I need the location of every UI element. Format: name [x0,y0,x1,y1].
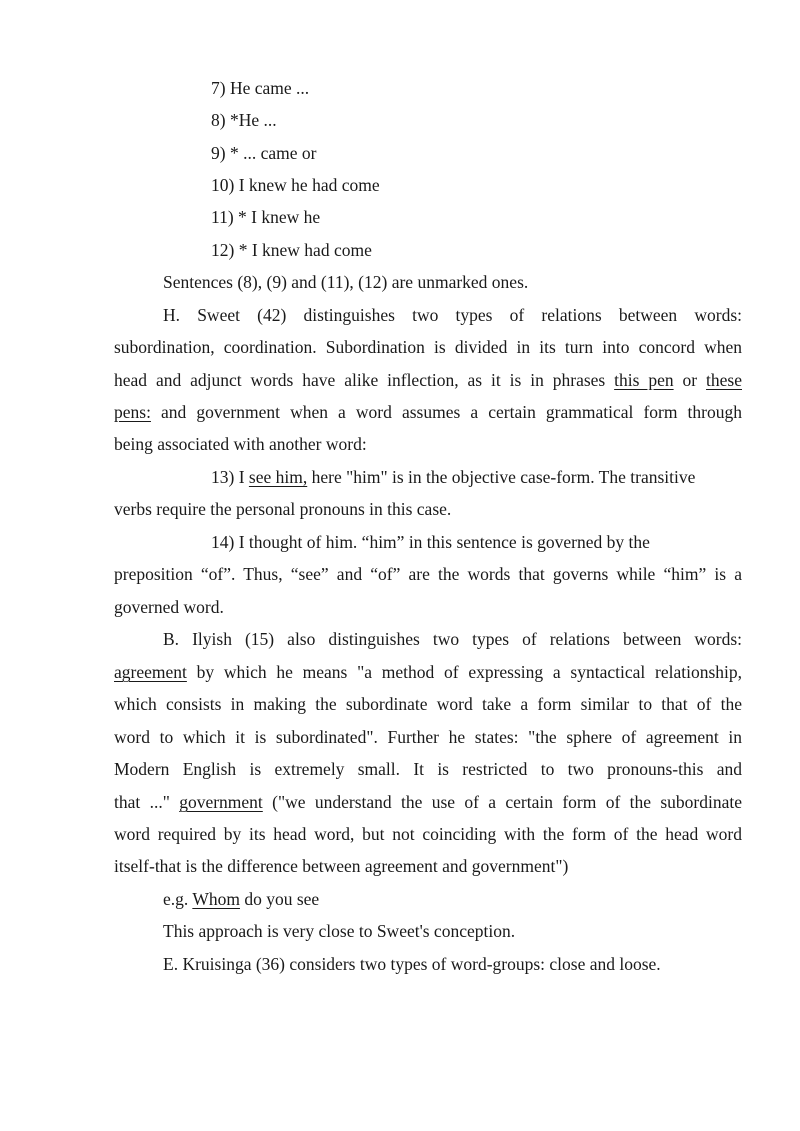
unmarked-sentence: Sentences (8), (9) and (11), (12) are unmarked ones. [163,272,529,292]
example-10: 10) I knew he had come [211,175,380,195]
ilyish-line-6-pre: that ..." [114,792,180,812]
sweet-line-5: being associated with another word: [114,434,367,454]
approach-sentence: This approach is very close to Sweet's conception. [163,921,516,941]
term-agreement: agreement [114,662,187,682]
example-14-line-3: governed word. [114,597,224,617]
example-11: 11) * I knew he [211,207,321,227]
term-government: government [179,792,263,812]
eg-pre: e.g. [163,889,193,909]
example-whom-word: Whom [192,889,240,909]
example-9: 9) * ... came or [211,143,317,163]
example-13-post: here "him" is in the objective case-form. The transitive [307,467,696,487]
ilyish-line-2-text: by which he means "a method of expressing a syntactical relationship, [186,662,742,682]
sweet-line-3-or: or [673,370,707,390]
ilyish-line-1: B. Ilyish (15) also distinguishes two types of relations between words: [163,629,742,649]
example-whom [163,888,319,910]
example-pens: pens: [114,402,151,422]
example-13-line-2: verbs require the personal pronouns in this case. [114,499,452,519]
sweet-line-3 [114,369,742,391]
example-this-pen: this pen [614,370,674,390]
example-8: 8) *He ... [211,110,277,130]
example-see-him: see him, [248,467,308,487]
eg-post: do you see [239,889,320,909]
ilyish-line-6 [114,791,742,813]
ilyish-line-3: which consists in making the subordinate word take a form similar to that of the [114,694,742,714]
ilyish-line-5: Modern English is extremely small. It is restricted to two pronouns-this and [114,759,742,779]
ilyish-line-4: word to which it is subordinated". Further he states: "the sphere of agreement in [114,727,742,747]
example-these: these [706,370,742,390]
example-14-line-2: preposition “of”. Thus, “see” and “of” are the words that governs while “him” is a [114,564,742,584]
example-7: 7) He came ... [211,78,310,98]
example-12: 12) * I knew had come [211,240,372,260]
ilyish-line-6-text: ("we understand the use of a certain form of the subordinate [262,792,742,812]
example-14-line-1: 14) I thought of him. “him” in this sentence is governed by the [211,532,650,552]
ilyish-line-7: word required by its head word, but not coinciding with the form of the head word [114,824,742,844]
example-13-pre: 13) I [211,467,249,487]
sweet-line-4-text: and government when a word assumes a certain grammatical form through [150,402,742,422]
kruisinga-sentence: E. Kruisinga (36) considers two types of word-groups: close and loose. [163,954,661,974]
ilyish-line-2 [114,661,742,683]
ilyish-line-8: itself-that is the difference between agreement and government") [114,856,569,876]
example-13-line-1 [211,466,695,488]
sweet-line-1: H. Sweet (42) distinguishes two types of relations between words: [163,305,742,325]
sweet-line-3-text: head and adjunct words have alike inflection, as it is in phrases [114,370,615,390]
sweet-line-4 [114,401,742,423]
sweet-line-2: subordination, coordination. Subordination is divided in its turn into concord when [114,337,742,357]
